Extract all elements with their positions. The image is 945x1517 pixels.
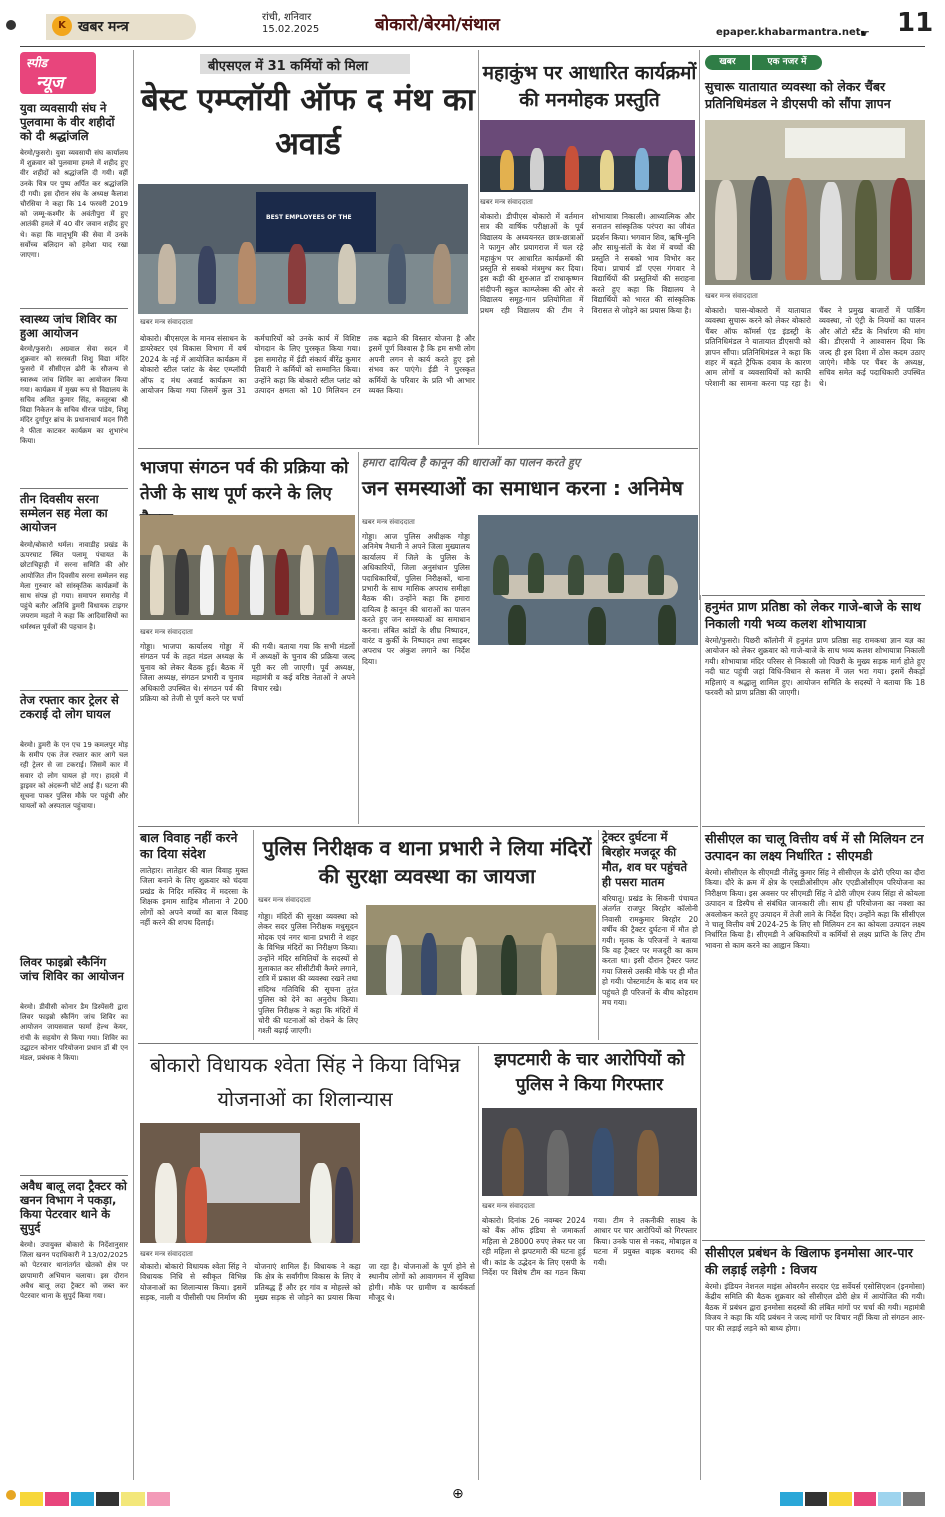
- temple-photo: [366, 905, 596, 995]
- performer: [600, 150, 614, 190]
- tag-label: एक नजर में: [752, 55, 822, 70]
- divider: [702, 595, 925, 596]
- byline: खबर मन्त्र संवाददाता: [705, 292, 758, 300]
- color-bar: [780, 1492, 925, 1506]
- ccl-body: बेरमो। सीसीएल के सीएमडी नीलेंदु कुमार सिंह ने सीसीएल के ढोरी एरिया का दौरा किया। दौरे के क्रम में क्षेत्र के एसडीओसीएम और एएडीओसीएम परियोजना का निरीक्षण किया। इस अवसर पर सीएमडी सिंह ने ढोरी जीएम रंजय सिंहा से कोयला उत्पादन व डिस्पैच से संबंधित जानकारी ली। साथ ही परियोजना का नक्शा का अवलोकन करते हुए उत्पादन में तेजी लाने के निर्देश दिए। उन्होंने कहा कि सीसीएल ने चालू वित्तीय वर्ष 2024-25 के लिए सौ मिलियन टन का कोयला उत्पादन लक्ष्य निर्धारित किया है। सीएमडी ने अधिकारियों व कर्मियों से लक्ष्य प्राप्ति के लिए टीम भावना से काम करने का आह्वान किया।: [705, 868, 925, 950]
- brief-body-continued: [20, 855, 128, 951]
- person: [508, 605, 526, 645]
- banner: [256, 192, 376, 252]
- brief-headline: बाल विवाह नहीं करने का दिया संदेश: [140, 830, 238, 861]
- brief-body: बेरमो। डीवीसी कोनार डैम डिस्पेंसरी द्वारा लिवर फाइब्रो स्कैनिंग जांच शिविर का आयोजन जायसवाल फार्मा हेल्थ केयर, रांची के सहयोग से किया गया। शिविर का उद्घाटन कोनार परियोजना प्रधान डॉ बी एन मंडल, प्रबंधक ने किया।: [20, 1003, 128, 1063]
- brief-body: बेरमो/फुसरो। अग्रवाल सेवा सदन में शुक्रवार को सरस्वती शिशु विद्या मंदिर फुसरो में सीसीएल ढोरी के सौजन्य से स्वास्थ्य जांच शिविर का आयोजन किया गया। कार्यक्रम में मुख्य रूप से विद्यालय के सचिव अमित कुमार सिंह, कस्तूरबा श्री विद्या निकेतन के सचिव धीरज पांडेय, शिशु मंदिर दुर्गापुर ब्रांच के प्रधानाचार्य मदन गिरी ने फीता काटकर कार्यक्रम का शुभारंभ किया।: [20, 345, 128, 445]
- police-body: गोड्डा। आज पुलिस अधीक्षक गोड्डा अनिमेष नैथानी ने अपने जिला मुख्यालय कार्यालय में जिले के पुलिस के अधिकारियों, जिला अनुसंधान पुलिस पदाधिकारियों, पुलिस निरीक्षकों, थाना प्रभारी के साथ मासिक अपराध समीक्षा बैठक की। उन्होंने कहा कि हमारा दायित्व है कानून की धाराओं का पालन करते हुए जन समस्याओं का समाधान करना। लंबित कांडों के शीघ्र निष्पादन, वारंट व कुर्की के निष्पादन तथा साइबर अपराध पर अंकुश लगाने का निर्देश दिया।: [362, 532, 470, 666]
- brief-headline: अवैध बालू लदा ट्रैक्टर को खनन विभाग ने पकड़ा, किया पेटरवार थाने के सुपुर्द: [20, 1179, 127, 1235]
- snatching-photo: [482, 1108, 697, 1196]
- police-slogan: हमारा दायित्व है कानून की धाराओं का पालन करते हुए: [362, 456, 580, 469]
- person: [175, 549, 189, 615]
- award-photo: BEST EMPLOYEES OF THE: [138, 184, 468, 314]
- best-employee-body: बोकारो। बीएसएल के मानव संसाधन के डायरेक्टर एवं विकास विभाग में वर्ष 2024 के नई में आयोजित कार्यक्रम में बोकारो स्टील प्लांट के बेस्ट एम्प्लॉयी ऑफ द मंथ अवार्ड कार्यक्रम का आयोजन किया गया जिसमें कुल 31 कर्मचारियों को उनके कार्य में विशिष्ट योगदान के लिए पुरस्कृत किया गया। इस समारोह में ईडी संकार्य बीरेंद्र कुमार तिवारी ने कर्मियों को सम्मानित किया। उन्होंने कहा कि बोकारो स्टील प्लांट को उत्पादन क्षमता को 10 मिलियन टन तक बढ़ाने की विस्तार योजना है और इसमें पूर्ण विश्वास है कि हम सभी लोग अपनी लगन से कार्य करते हुए इसे संभव कर पाएंगे। ईडी ने पुरस्कृत कर्मियों के परिवार के प्रति भी आभार व्यक्त किया।: [140, 334, 475, 396]
- brief-headline: युवा व्यवसायी संघ ने पुलवामा के वीर शहीदों को दी श्रद्धांजलि: [20, 101, 115, 143]
- page-number: 11: [897, 8, 934, 38]
- person: [310, 1163, 332, 1243]
- tag-brand: खबर: [705, 55, 750, 70]
- person: [388, 244, 406, 304]
- performer: [668, 150, 682, 190]
- shilanyas-photo: [140, 1123, 360, 1243]
- divider: [138, 826, 698, 827]
- performer: [635, 148, 649, 190]
- stage-backdrop: [480, 120, 695, 156]
- chamber-photo: [705, 120, 925, 285]
- column-rule: [358, 452, 359, 824]
- shilanyas-body: बोकारो। बोकारो विधायक श्वेता सिंह ने विधायक निधि से स्वीकृत विभिन्न योजनाओं का शिलान्यास किया। इसमें सड़क, नाली व पीसीसी पथ निर्माण की योजनाएं शामिल हैं। विधायक ने कहा कि क्षेत्र के सर्वांगीण विकास के लिए वे प्रतिबद्ध हैं और हर गांव व मोहल्ले को मुख्य सड़क से जोड़ने का प्रयास किया जा रहा है। योजनाओं के पूर्ण होने से स्थानीय लोगों को आवागमन में सुविधा होगी। मौके पर ग्रामीण व कार्यकर्ता मौजूद थे।: [140, 1262, 475, 1303]
- notice-board: [785, 128, 905, 158]
- person: [715, 180, 737, 280]
- tractor-body: बरियातू। प्रखंड के सिकनी पंचायत अंतर्गत राजपुर बिरहोर कॉलोनी निवासी रामकुमार बिरहोर 20 वर्षीय की ट्रैक्टर दुर्घटना में मौत हो गयी। मृतक के परिजनों ने बताया कि वह ट्रैक्टर पर मजदूरी का काम करता था। इसी दौरान ट्रैक्टर पलट गया जिससे उसकी मौके पर ही मौत हो गयी। पोस्टमार्टम के बाद शव घर पहुंचते ही परिजनों के बीच कोहराम मच गया।: [602, 894, 698, 1008]
- cursor-icon: ☛: [860, 27, 870, 40]
- byline: खबर मन्त्र संवाददाता: [258, 896, 311, 904]
- accused: [637, 1130, 659, 1196]
- column-rule: [253, 830, 254, 1040]
- person: [338, 244, 356, 304]
- accused: [502, 1128, 524, 1196]
- police-body-continued: [478, 652, 696, 822]
- accused: [547, 1130, 569, 1196]
- person: [608, 553, 624, 593]
- brief-body: लातेहार। लातेहार की बाल विवाह मुक्त जिला बनाने के लिए शुक्रवार को चंदवा प्रखंड के निदिर मस्जिद में मदरसा के शिक्षक इमाम साहिब मौलाना ने 200 लोगों को अपने बच्चों का बाल विवाह नहीं करने की शपथ दिलाई।: [140, 866, 248, 928]
- brief-headline: लिवर फाइब्रो स्कैनिंग जांच शिविर का आयोजन: [20, 955, 124, 983]
- person: [185, 1167, 207, 1243]
- divider: [702, 1240, 925, 1241]
- divider: [20, 488, 128, 489]
- column-rule: [478, 1046, 479, 1480]
- person: [541, 933, 557, 995]
- section-title: बोकारो/बेरमो/संथाल: [375, 15, 500, 35]
- person: [855, 180, 877, 280]
- brief-body: बेरमो। उपायुक्त बोकारो के निर्देशानुसार जिला खनन पदाधिकारी ने 13/02/2025 को पेटरवार थानांतर्गत खेतको क्षेत्र पर छापामारी अभियान चलाया। इस दौरान अवैध बालू लदा ट्रैक्टर को जब्त कर पेटरवार थाना के सुपुर्द किया गया।: [20, 1241, 128, 1301]
- person: [493, 555, 509, 595]
- divider: [138, 448, 698, 449]
- column-rule: [699, 50, 700, 600]
- person: [461, 937, 477, 995]
- temple-headline: पुलिस निरीक्षक व थाना प्रभारी ने लिया मंदिरों की सुरक्षा व्यवस्था का जायजा: [262, 836, 592, 888]
- byline: खबर मन्त्र संवाददाता: [362, 518, 415, 526]
- registration-mark-icon: [6, 1490, 16, 1500]
- brief-body: बेरमो। डुमरी के एन एच 19 कमलपुर मोड़ के समीप एक तेज रफ्तार कार आगे चल रही ट्रेलर से जा टकराई। जिसमें कार में सवार दो लोग घायल हो गए। हादसे में ड्राइवर को अंदरूनी चोटें आई हैं। घटना की सूचना पाकर पुलिस मौके पर पहुंची और घायलों को अस्पताल पहुंचाया।: [20, 741, 128, 811]
- person: [528, 553, 544, 593]
- snatching-headline: झपटमारी के चार आरोपियों को पुलिस ने किया गिरफ्तार: [494, 1050, 685, 1095]
- mahakumbh-headline: महाकुंभ पर आधारित कार्यक्रमों की मनमोहक प्रस्तुति: [482, 62, 697, 111]
- bjp-photo: [140, 515, 355, 620]
- plaque: [200, 1133, 300, 1203]
- chamber-headline: सुचारू यातायात व्यवस्था को लेकर चैंबर प्रतिनिधिमंडल ने डीएसपी को सौंपा ज्ञापन: [705, 79, 891, 111]
- performer: [565, 146, 579, 190]
- person: [158, 244, 176, 304]
- accused: [592, 1128, 614, 1196]
- column-rule: [133, 50, 134, 1480]
- temple-body-continued: [366, 1000, 596, 1040]
- person: [300, 545, 314, 615]
- byline: खबर मन्त्र संवाददाता: [480, 198, 533, 206]
- union-headline: सीसीएल प्रबंधन के खिलाफ इनमोसा आर-पार की लड़ाई लड़ेगी : विजय: [705, 1245, 913, 1277]
- ccl-headline: सीसीएल का चालू वित्तीय वर्ष में सौ मिलियन टन उत्पादन का लक्ष्य निर्धारित : सीएमडी: [705, 831, 924, 863]
- temple-body: गोड्डा। मंदिरों की सुरक्षा व्यवस्था को लेकर सदर पुलिस निरीक्षक मधुसूदन मोदक एवं नगर थाना प्रभारी ने शहर के विभिन्न मंदिरों का निरीक्षण किया। उन्होंने मंदिर समितियों के सदस्यों से मुलाकात कर सीसीटीवी कैमरे लगाने, रात्रि में प्रकाश की व्यवस्था रखने तथा संदिग्ध गतिविधि की सूचना तुरंत पुलिस को देने का अनुरोध किया। पुलिस निरीक्षक ने कहा कि मंदिरों में चोरी की घटनाओं को रोकने के लिए गश्ती बढ़ाई जाएगी।: [258, 912, 358, 1036]
- person: [890, 178, 912, 280]
- snatching-body: बोकारो। दिनांक 26 नवम्बर 2024 को बैंक ऑफ इंडिया से जमाकर्ता महिला से 28000 रुपए लेकर घर जा रही महिला से झपटमारी की घटना हुई थी। कांड के उद्भेदन के लिए एसपी के निर्देश पर विशेष टीम का गठन किया गया। टीम ने तकनीकी साक्ष्य के आधार पर चार आरोपियों को गिरफ्तार किया। उनके पास से नकद, मोबाइल व घटना में प्रयुक्त बाइक बरामद की गयी।: [482, 1216, 697, 1278]
- union-body: बेरमो। इंडियन नेशनल माइंस ओवरमैन सरदार एंड सर्वेयर्स एसोसिएशन (इनमोसा) केंद्रीय समिति की बैठक शुक्रवार को सीसीएल ढोरी क्षेत्र में आयोजित की गयी। बैठक में प्रबंधन द्वारा इनमोसा सदस्यों की लंबित मांगों पर चर्चा की गयी। महामंत्री विजय ने कहा कि यदि प्रबंधन ने जल्द मांगों पर विचार नहीं किया तो संगठन आर-पार की लड़ाई लड़ने को बाध्य होगा।: [705, 1282, 925, 1333]
- person: [325, 547, 339, 615]
- dateline: [262, 12, 319, 36]
- police-meeting-photo: [478, 515, 698, 645]
- color-bar: [20, 1492, 170, 1506]
- person: [275, 549, 289, 615]
- kicker-bar: बीएसएल में 31 कर्मियों को मिला: [200, 54, 410, 74]
- person: [335, 1167, 353, 1243]
- mahakumbh-photo: [480, 120, 695, 192]
- brief-body: बेरमो/फुसरो। युवा व्यवसायी संघ कार्यालय में शुक्रवार को पुलवामा हमले में शहीद हुए वीर शहीदों को श्रद्धांजलि दी गयी। वहीं उनके चित्र पर पुष्प अर्पित कर श्रद्धांजलि दी गयी। इस दौरान संघ के अध्यक्ष कैलाश चौरसिया ने कहा कि 14 फरवरी 2019 को जम्मू-कश्मीर के अवंतीपुरा में हुए आतंकी हमले में 40 वीर जवान शहीद हुए थे। कहा कि मातृभूमि की सेवा में उनके सर्वोच्च बलिदान को हमेशा याद रखा जाएगा।: [20, 149, 128, 260]
- brief-headline: तेज रफ्तार कार ट्रेलर से टकराई दो लोग घायल: [20, 693, 119, 721]
- registration-mark-icon: [6, 20, 16, 30]
- byline: खबर मन्त्र संवाददाता: [140, 628, 193, 636]
- person: [421, 933, 437, 995]
- brief-body: बेरमो/बोकारो थर्मल। नावाडीह प्रखंड के ऊपरघाट स्थित पलामू पंचायत के छोटाचिट्टाही में सरना समिति की ओर आयोजित तीन दिवसीय सरना सम्मेलन सह मेला गुरुवार को सांस्कृतिक कार्यक्रमों के साथ संपन्न हो गया। समापन समारोह में पहुंचे बतौर अतिथि डुमरी विधायक टाइगर जयराम महतो ने कहा कि आदिवासियों का धर्मस्थल पूर्वजों की पहचान है।: [20, 541, 128, 631]
- person: [225, 547, 239, 615]
- person: [820, 182, 842, 280]
- person: [150, 545, 164, 615]
- bjp-headline: भाजपा संगठन पर्व की प्रक्रिया को तेजी के साथ पूर्ण करने के लिए: [140, 458, 349, 504]
- tractor-headline: ट्रेक्टर दुर्घटना में बिरहोर मजदूर की मौत, शव घर पहुंचते ही पसरा मातम: [602, 830, 687, 889]
- person: [501, 935, 517, 995]
- column-rule: [478, 50, 479, 445]
- hanuman-headline: हनुमंत प्राण प्रतिष्ठा को लेकर गाजे-बाजे के साथ निकाली गयी भव्य कलश शोभायात्रा: [705, 599, 921, 631]
- speed-news-tag: स्पीड न्यूज: [20, 52, 96, 94]
- masthead-rule: [20, 46, 925, 47]
- person: [238, 242, 256, 304]
- person: [588, 607, 606, 645]
- divider: [20, 308, 128, 309]
- mahakumbh-body: बोकारो। डीपीएस बोकारो में वर्तमान सत्र की वार्षिक परीक्षाओं के पूर्व विद्यालय के अध्ययनरत छात्र-छात्राओं ने फागुन और प्रयागराज में चल रहे महाकुंभ पर आधारित कार्यक्रमों की प्रस्तुति से सबको मंत्रमुग्ध कर दिया। इस कड़ी की शुरुआत डॉ राधाकृष्णन संदीपनी स्कूल काम्प्लेक्स की ओर से विद्यालय समूह-गान प्रतियोगिता में प्रथम रही विद्यालय की टीम ने शोभायात्रा निकाली। आध्यात्मिक और सनातन सांस्कृतिक परंपरा का जीवंत प्रदर्शन किया। भगवान शिव, ऋषि-मुनि और साधु-संतों के वेश में बच्चों की प्रस्तुति ने सबको भाव विभोर कर दिया। प्राचार्य डॉ एएस गंगवार ने विद्यार्थियों की प्रस्तुतियों की सराहना करते हुए कहा कि विद्यालय ने विद्यार्थियों को भारत की सांस्कृतिक विरासत से जोड़ने का प्रयास किया है।: [480, 212, 695, 315]
- person: [433, 244, 451, 304]
- performer: [500, 150, 514, 190]
- chamber-body: बोकारो। चास-बोकारो में यातायात व्यवस्था सुचारू करने को लेकर बोकारो चैंबर ऑफ कॉमर्स एंड इंडस्ट्री के प्रतिनिधिमंडल ने यातायात डीएसपी को ज्ञापन सौंपा। प्रतिनिधिमंडल ने कहा कि शहर में बढ़ते ट्रैफिक दबाव के कारण आम लोगों व व्यवसायियों को काफी परेशानी का सामना करना पड़ रहा है। चैंबर ने प्रमुख बाजारों में पार्किंग व्यवस्था, नो एंट्री के नियमों का पालन और ऑटो स्टैंड के निर्धारण की मांग की। डीएसपी ने आश्वासन दिया कि जल्द ही इस दिशा में ठोस कदम उठाए जाएंगे। मौके पर चैंबर के अध्यक्ष, सचिव समेत कई पदाधिकारी उपस्थित थे।: [705, 306, 925, 388]
- city-day: रांची, शनिवार: [262, 12, 312, 23]
- person: [288, 244, 306, 304]
- brief-headline: तीन दिवसीय सरना सम्मेलन सह मेला का आयोजन: [20, 492, 108, 534]
- divider: [20, 690, 128, 691]
- hanuman-body: बेरमो/फुसरो। पिछरी कॉलोनी में हनुमंत प्राण प्रतिष्ठा सह रामकथा ज्ञान यज्ञ का आयोजन को लेकर शुक्रवार को गाजे-बाजे के साथ भव्य कलश शोभायात्रा निकाली गयी। शोभायात्रा मंदिर परिसर से निकाली जो पिछरी के मुख्य सड़क मार्ग होते हुए नदी घाट पहुंची जहां विधि-विधान से कलश में जल भरा गया। इसमें सैकड़ों महिलाएं व श्रद्धालु शामिल हुए। आयोजन समिति के सदस्यों ने बताया कि 18 फरवरी को प्राण प्रतिष्ठा की जाएगी।: [705, 636, 925, 698]
- brief-headline: स्वास्थ्य जांच शिविर का हुआ आयोजन: [20, 312, 117, 340]
- byline: खबर मन्त्र संवाददाता: [140, 1250, 193, 1258]
- person: [658, 605, 676, 645]
- date: 15.02.2025: [262, 24, 320, 35]
- brand-name: खबर मन्त्र: [78, 19, 129, 35]
- best-employee-headline: बेस्ट एम्प्लॉयी ऑफ द मंथ का अवार्ड: [141, 82, 475, 162]
- person: [750, 176, 772, 280]
- wall: [140, 515, 355, 555]
- person: [785, 178, 807, 280]
- byline: खबर मन्त्र संवाददाता: [482, 1202, 535, 1210]
- epaper-link[interactable]: epaper.khabarmantra.net: [716, 27, 861, 38]
- person: [386, 935, 402, 995]
- shilanyas-headline: बोकारो विधायक श्वेता सिंह ने किया विभिन्न योजनाओं का शिलान्यास: [149, 1053, 461, 1111]
- police-headline: जन समस्याओं का समाधान करना : अनिमेष: [362, 476, 683, 500]
- byline: खबर मन्त्र संवाददाता: [140, 318, 193, 326]
- divider: [20, 1175, 128, 1176]
- person: [155, 1163, 177, 1243]
- column-rule: [598, 830, 599, 1040]
- person: [198, 246, 216, 304]
- bjp-body: गोड्डा। भाजपा कार्यालय गोड्डा में संगठन पर्व के तहत मंडल अध्यक्ष के चुनाव को लेकर बैठक हुई। बैठक में जिला अध्यक्ष, संगठन प्रभारी व चुनाव अधिकारी उपस्थित थे। संगठन पर्व की प्रक्रिया को तेजी से पूर्ण करने पर चर्चा की गयी। बताया गया कि सभी मंडलों में अध्यक्षों के चुनाव की प्रक्रिया जल्द पूरी कर ली जाएगी। पूर्व अध्यक्ष, महामंत्री व कई वरिष्ठ नेताओं ने अपने विचार रखे।: [140, 642, 355, 704]
- column-rule: [700, 595, 701, 1480]
- performer: [530, 148, 544, 190]
- divider: [138, 1043, 698, 1044]
- person: [200, 545, 214, 615]
- wall: [366, 905, 596, 945]
- crosshair-icon: ⊕: [452, 1486, 464, 1502]
- person: [250, 545, 264, 615]
- divider: [702, 826, 925, 827]
- person: [648, 555, 664, 595]
- brand-logo-icon: K: [52, 16, 72, 36]
- person: [568, 555, 584, 595]
